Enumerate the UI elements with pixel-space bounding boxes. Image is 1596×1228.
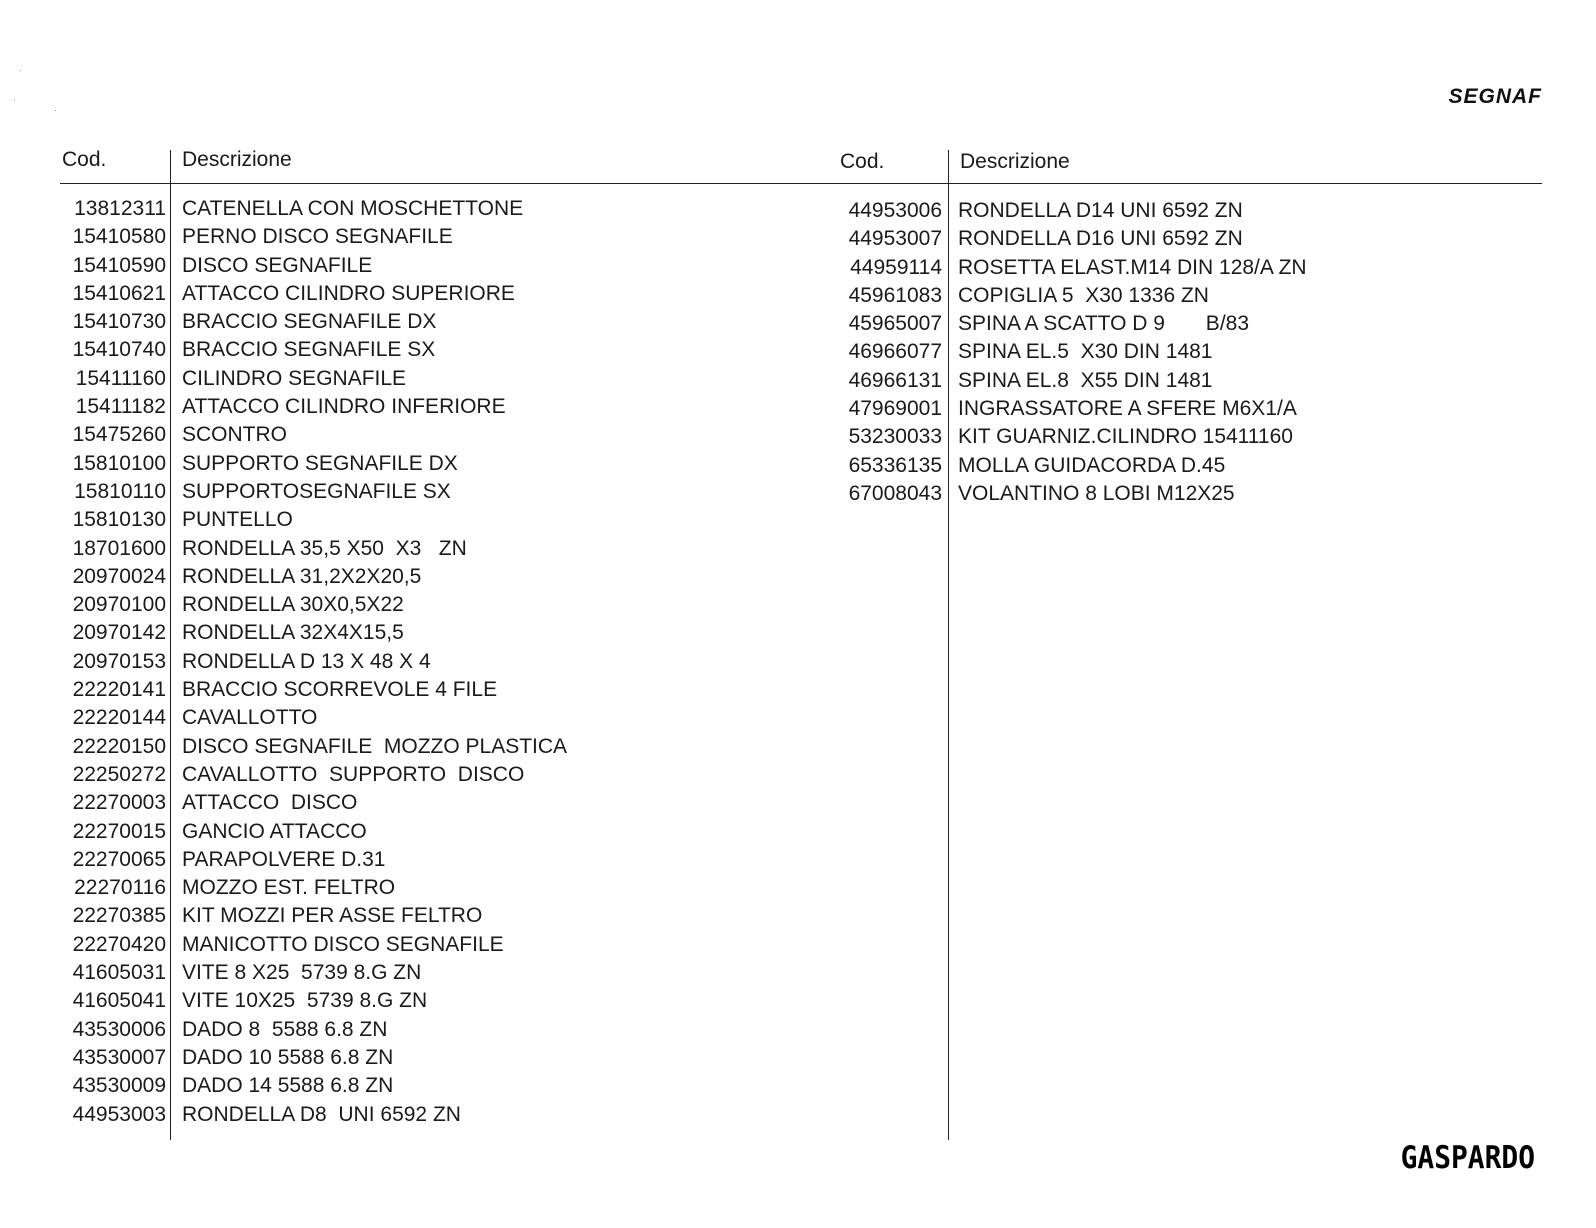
part-code: 22220141 [72,678,166,702]
part-code: 67008043 [848,481,942,505]
part-description: DADO 10 5588 6.8 ZN [182,1045,394,1069]
table-row [958,338,1538,366]
table-row [958,423,1538,451]
part-code: 22270065 [72,847,166,871]
part-description: KIT GUARNIZ.CILINDRO 15411160 [958,425,1293,449]
table-row [60,506,166,534]
table-row [182,535,802,563]
part-description: DADO 14 5588 6.8 ZN [182,1074,394,1098]
part-description: MOZZO EST. FELTRO [182,876,396,900]
part-code: 44953006 [848,199,942,222]
part-description: CILINDRO SEGNAFILE [182,366,407,390]
part-code: 22220144 [72,706,166,730]
part-code: 15410740 [72,338,166,362]
table-row [182,761,802,789]
part-description: MANICOTTO DISCO SEGNAFILE [182,932,504,956]
table-row [958,225,1538,253]
table-row [60,902,166,930]
part-description: COPIGLIA 5 X30 1336 ZN [958,283,1209,307]
table-row [60,818,166,846]
table-row [182,506,802,534]
scan-speck [14,100,15,101]
part-description: RONDELLA D 13 X 48 X 4 [182,649,431,673]
part-description: DISCO SEGNAFILE [182,253,373,277]
table-row [182,1044,802,1072]
table-row [182,478,802,506]
table-row [60,789,166,817]
page-title: SEGNAF [1448,85,1542,108]
table-row [182,450,802,478]
part-code: 20970142 [72,621,166,645]
part-description: RONDELLA D16 UNI 6592 ZN [958,227,1243,251]
part-code: 47969001 [848,397,942,421]
table-row [60,619,166,647]
part-code: 18701600 [72,536,166,560]
part-description: RONDELLA 30X0,5X22 [182,593,404,617]
header-code-right: Cod. [840,150,885,173]
part-code: 20970024 [72,564,166,588]
part-code: 22270003 [72,791,166,815]
table-row [958,282,1538,310]
part-description: CAVALLOTTO [182,706,318,730]
part-code: 15411160 [75,366,166,390]
table-row [820,423,942,451]
part-code: 22270420 [72,932,166,956]
scan-speck [20,70,21,71]
table-row [182,223,802,251]
table-row [60,393,166,421]
table-row [958,480,1538,508]
column-divider-left [170,150,171,1140]
table-row [182,591,802,619]
table-row [60,648,166,676]
part-description: ATTACCO CILINDRO SUPERIORE [182,281,515,305]
part-code: 44953003 [72,1102,166,1126]
part-description: BRACCIO SEGNAFILE DX [182,310,437,334]
part-code: 22250272 [72,762,166,786]
part-code: 41605031 [72,961,166,985]
table-row [820,395,942,423]
part-code: 15810100 [72,451,166,475]
table-row [958,452,1538,480]
table-row [182,619,802,647]
part-code: 45961083 [848,283,942,307]
table-row [182,421,802,449]
part-code: 46966131 [848,368,942,392]
table-row [182,280,802,308]
part-code: 46966077 [848,340,942,364]
part-description: SPINA A SCATTO D 9 B/83 [958,312,1250,336]
part-description: DISCO SEGNAFILE MOZZO PLASTICA [182,734,568,758]
table-row [182,733,802,761]
part-code: 43530007 [72,1045,166,1069]
table-row [60,252,166,280]
part-code: 15810130 [72,508,166,532]
right-description-column [958,197,1538,508]
part-code: 43530009 [72,1074,166,1098]
table-row [60,987,166,1015]
part-description: SCONTRO [182,423,287,447]
table-row [182,308,802,336]
brand-logo: GASPARDO [1400,1140,1535,1176]
part-code: 44953007 [848,227,942,251]
table-row [60,336,166,364]
table-row [60,676,166,704]
table-row [60,761,166,789]
table-row [182,789,802,817]
part-code: 15475260 [72,423,166,447]
column-divider-right [948,150,949,1140]
table-row [60,535,166,563]
table-row [60,704,166,732]
part-description: VOLANTINO 8 LOBI M12X25 [958,481,1235,505]
table-row [60,591,166,619]
part-code: 22270116 [74,876,166,900]
table-row [958,395,1538,423]
table-row [820,338,942,366]
part-description: PUNTELLO [182,508,293,532]
table-row [182,1016,802,1044]
part-code: 22270385 [72,904,166,928]
part-description: ROSETTA ELAST.M14 DIN 128/A ZN [958,255,1307,279]
table-row [60,874,166,902]
part-description: RONDELLA D14 UNI 6592 ZN [958,199,1243,222]
part-code: 22220150 [72,734,166,758]
table-row [182,931,802,959]
part-code: 15410730 [72,310,166,334]
part-code: 44959114 [850,255,942,279]
part-description: VITE 10X25 5739 8.G ZN [182,989,428,1013]
table-row [182,1072,802,1100]
table-row [958,197,1538,225]
part-code: 20970100 [72,593,166,617]
table-row [60,1072,166,1100]
table-row [820,282,942,310]
table-row [60,959,166,987]
part-description: RONDELLA D8 UNI 6592 ZN [182,1102,461,1126]
header-rule [60,183,1542,184]
table-row [820,452,942,480]
table-row [60,846,166,874]
part-description: PARAPOLVERE D.31 [182,847,386,871]
part-description: DADO 8 5588 6.8 ZN [182,1017,388,1041]
table-row [820,480,942,508]
part-description: GANCIO ATTACCO [182,819,367,843]
table-row [60,563,166,591]
part-code: 15810110 [74,479,166,503]
table-row [182,874,802,902]
scan-speck [55,110,56,111]
left-description-column [182,195,802,1129]
header-description-left: Descrizione [182,148,292,171]
left-code-column [60,195,166,1129]
table-row [182,846,802,874]
header-code-left: Cod. [62,148,107,171]
table-row [958,254,1538,282]
part-code: 53230033 [848,425,942,449]
header-description-right: Descrizione [960,150,1070,173]
part-description: INGRASSATORE A SFERE M6X1/A [958,397,1297,421]
table-row [182,902,802,930]
table-row [182,648,802,676]
part-description: RONDELLA 35,5 X50 X3 ZN [182,536,467,560]
table-row [60,195,166,223]
table-row [182,252,802,280]
table-row [182,959,802,987]
part-description: ATTACCO DISCO [182,791,358,815]
part-code: 41605041 [72,989,166,1013]
table-row [958,367,1538,395]
part-code: 15410580 [72,225,166,249]
part-description: BRACCIO SEGNAFILE SX [182,338,436,362]
table-row [820,310,942,338]
part-description: KIT MOZZI PER ASSE FELTRO [182,904,483,928]
part-description: BRACCIO SCORREVOLE 4 FILE [182,678,498,702]
part-description: SPINA EL.5 X30 DIN 1481 [958,340,1213,364]
part-description: RONDELLA 31,2X2X20,5 [182,564,422,588]
table-row [958,310,1538,338]
part-description: SPINA EL.8 X55 DIN 1481 [958,368,1213,392]
table-row [182,195,802,223]
table-row [820,367,942,395]
table-row [820,197,942,225]
part-code: 22270015 [72,819,166,843]
table-row [182,1101,802,1129]
part-description: SUPPORTOSEGNAFILE SX [182,479,451,503]
part-description: PERNO DISCO SEGNAFILE [182,225,453,249]
table-row [182,336,802,364]
part-code: 20970153 [72,649,166,673]
table-row [60,1016,166,1044]
table-row [60,733,166,761]
part-description: VITE 8 X25 5739 8.G ZN [182,961,422,985]
part-code: 15410590 [72,253,166,277]
part-description: MOLLA GUIDACORDA D.45 [958,453,1226,477]
table-row [182,818,802,846]
right-code-column [820,197,942,508]
table-row [60,478,166,506]
part-description: SUPPORTO SEGNAFILE DX [182,451,458,475]
table-row [60,280,166,308]
table-row [60,223,166,251]
table-row [182,987,802,1015]
part-description: CATENELLA CON MOSCHETTONE [182,197,524,220]
table-row [182,704,802,732]
table-row [60,421,166,449]
table-row [60,931,166,959]
table-row [60,365,166,393]
part-description: ATTACCO CILINDRO INFERIORE [182,395,506,419]
table-row [60,1101,166,1129]
part-code: 15411182 [75,395,166,419]
part-code: 65336135 [848,453,942,477]
part-code: 45965007 [848,312,942,336]
table-row [820,254,942,282]
part-code: 13812311 [74,197,166,220]
table-row [182,563,802,591]
part-description: RONDELLA 32X4X15,5 [182,621,404,645]
table-row [182,676,802,704]
table-row [820,225,942,253]
table-row [60,308,166,336]
table-row [60,450,166,478]
table-row [182,393,802,421]
table-row [182,365,802,393]
part-code: 43530006 [72,1017,166,1041]
part-code: 15410621 [72,281,166,305]
table-row [60,1044,166,1072]
part-description: CAVALLOTTO SUPPORTO DISCO [182,762,525,786]
